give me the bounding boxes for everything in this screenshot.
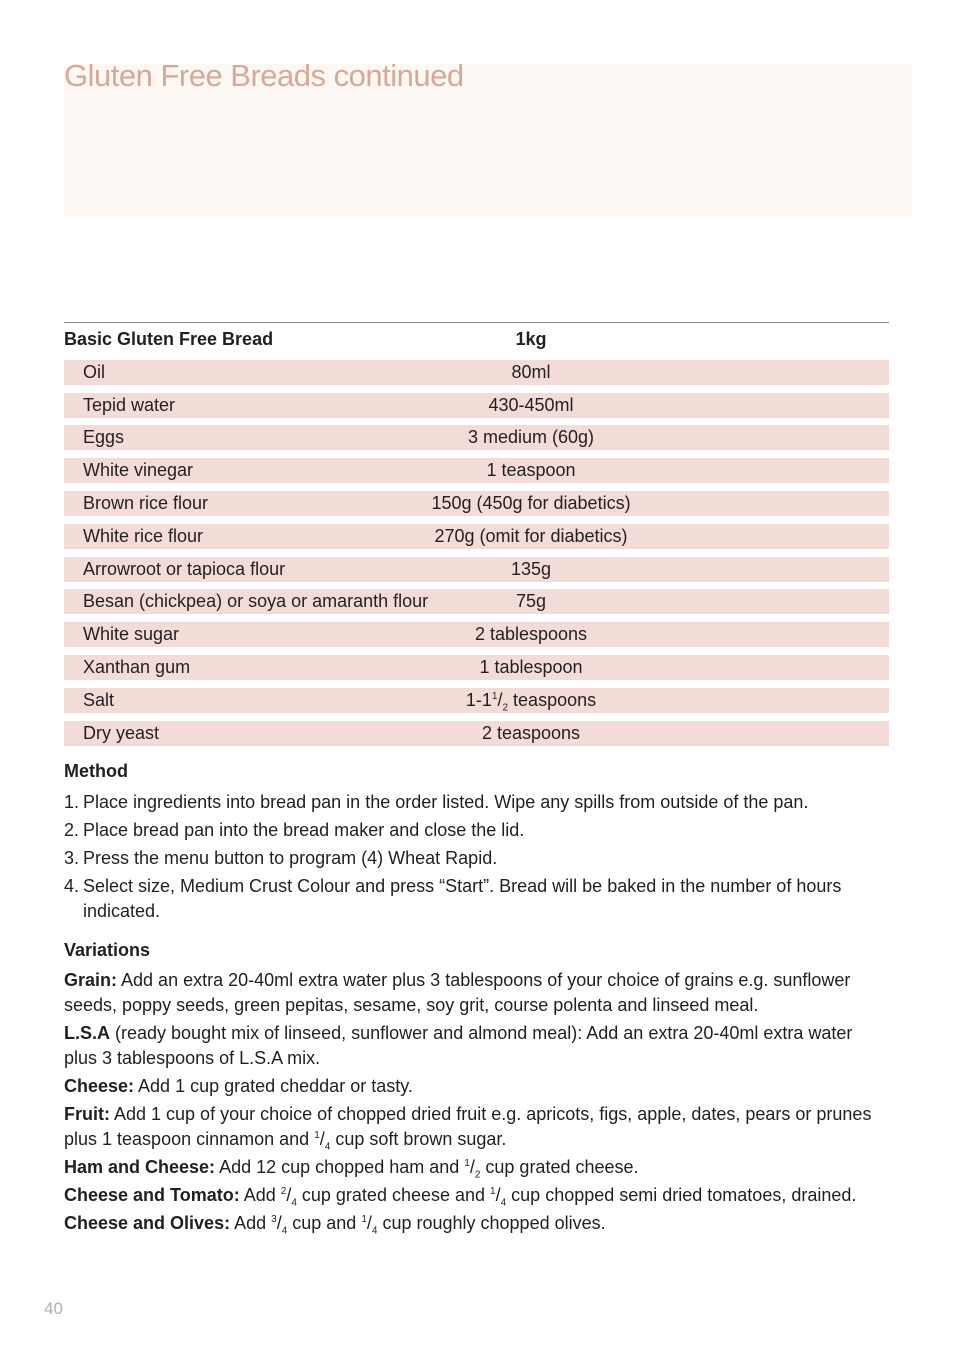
table-row bbox=[64, 425, 889, 450]
size-heading: 1kg bbox=[515, 329, 547, 349]
variation-ham-cheese: Ham and Cheese: Add 12 cup chopped ham and $^1/_2$ cup grated cheese. bbox=[64, 1157, 639, 1181]
method-step bbox=[64, 874, 884, 924]
method-step bbox=[64, 818, 884, 843]
ingredient-amount: 150g (450g for diabetics) bbox=[431, 492, 631, 513]
amount-whole: 1-1 bbox=[465, 689, 492, 710]
variation-cheese bbox=[64, 1074, 884, 1099]
method-steps bbox=[64, 790, 884, 927]
variation-label: Cheese and Tomato: bbox=[64, 1185, 240, 1205]
step-number: 4. bbox=[64, 876, 80, 896]
step-text: Place ingredients into bread pan in the order listed. Wipe any spills from outside of the pan. bbox=[83, 792, 809, 812]
step-number: 2. bbox=[64, 820, 80, 840]
ingredient-amount: 135g bbox=[510, 558, 552, 579]
variation-text: cup chopped semi dried tomatoes, drained. bbox=[506, 1185, 857, 1205]
variation-text: Add bbox=[230, 1213, 272, 1233]
fraction-denominator: 2 bbox=[502, 702, 509, 714]
table-row bbox=[64, 360, 889, 385]
table-row bbox=[64, 589, 889, 614]
variation-cheese-tomato: Cheese and Tomato: Add $^2/_4$ cup grated cheese and $^1/_4$ cup chopped semi dried tomatoes, drained. bbox=[64, 1185, 857, 1209]
variation-text: cup soft brown sugar. bbox=[330, 1129, 507, 1149]
fraction-denominator: 4 bbox=[291, 1197, 297, 1209]
table-header-row bbox=[64, 327, 889, 352]
table-row bbox=[64, 491, 889, 516]
ingredient-amount: 80ml bbox=[511, 361, 551, 382]
table-row bbox=[64, 393, 889, 418]
table-row bbox=[64, 557, 889, 582]
ingredient-name: White vinegar bbox=[83, 460, 194, 481]
ingredient-amount: 430-450ml bbox=[488, 394, 574, 415]
variation-text: cup and bbox=[287, 1213, 362, 1233]
ingredient-name: Dry yeast bbox=[83, 722, 160, 743]
variation-label: Ham and Cheese: bbox=[64, 1157, 216, 1177]
variation-label: Grain: bbox=[64, 970, 118, 990]
fraction-denominator: 4 bbox=[324, 1141, 331, 1153]
variation-text: Add 12 cup chopped ham and bbox=[215, 1157, 465, 1177]
step-number: 3. bbox=[64, 848, 80, 868]
amount-unit: teaspoons bbox=[508, 689, 597, 710]
ingredients-table bbox=[64, 322, 889, 753]
fraction-numerator: 1 bbox=[361, 1214, 367, 1225]
variations-heading: Variations bbox=[64, 940, 151, 960]
fraction-numerator: 1 bbox=[491, 690, 498, 702]
table-heading: Basic Gluten Free Bread bbox=[64, 329, 274, 349]
step-text: Place bread pan into the bread maker and close the lid. bbox=[83, 820, 525, 840]
ingredient-name: Arrowroot or tapioca flour bbox=[83, 558, 286, 579]
variation-text: Add an extra 20-40ml extra water plus 3 tablespoons of your choice of grains e.g. sunflower seeds, poppy seeds, green pepitas, sesame, soy grit, course polenta and linseed meal. bbox=[64, 970, 851, 1015]
fraction-denominator: 4 bbox=[281, 1225, 288, 1237]
fraction-numerator: 1 bbox=[314, 1130, 320, 1141]
page-number: 40 bbox=[44, 1299, 63, 1318]
fraction-numerator: 1 bbox=[490, 1186, 496, 1197]
variation-text: Add bbox=[239, 1185, 281, 1205]
variation-text: cup roughly chopped olives. bbox=[377, 1213, 606, 1233]
ingredient-name: Besan (chickpea) or soya or amaranth flour bbox=[83, 591, 429, 612]
table-row bbox=[64, 721, 889, 746]
ingredient-amount: 75g bbox=[515, 591, 547, 612]
fraction-denominator: 2 bbox=[474, 1169, 481, 1181]
variation-text: (ready bought mix of linseed, sunflower and almond meal): Add an extra 20-40ml extra water plus 3 tablespoons of L.S.A mix. bbox=[64, 1023, 853, 1068]
ingredient-name: Brown rice flour bbox=[83, 492, 209, 513]
method-heading: Method bbox=[64, 761, 128, 781]
table-row bbox=[64, 622, 889, 647]
fraction-denominator: 4 bbox=[371, 1225, 378, 1237]
ingredient-name: Salt bbox=[83, 689, 115, 710]
variation-text: cup grated cheese. bbox=[480, 1157, 639, 1177]
method-step bbox=[64, 790, 884, 815]
ingredient-name: White sugar bbox=[83, 624, 180, 645]
ingredient-amount: 2 tablespoons bbox=[474, 624, 588, 645]
ingredient-amount: 2 teaspoons bbox=[481, 722, 581, 743]
step-text: Select size, Medium Crust Colour and press “Start”. Bread will be baked in the number of hours indicated. bbox=[83, 876, 842, 921]
ingredient-name: Oil bbox=[83, 361, 105, 382]
variation-label: Cheese and Olives: bbox=[64, 1213, 231, 1233]
ingredient-name: White rice flour bbox=[83, 525, 204, 546]
variation-label: Cheese: bbox=[64, 1076, 135, 1096]
step-text: Press the menu button to program (4) Wheat Rapid. bbox=[83, 848, 498, 868]
fraction-numerator: 1 bbox=[464, 1158, 470, 1169]
variation-label: L.S.A bbox=[64, 1023, 111, 1043]
table-row bbox=[64, 688, 889, 713]
table-row bbox=[64, 524, 889, 549]
ingredient-amount: 3 medium (60g) bbox=[467, 427, 595, 448]
step-number: 1. bbox=[64, 792, 80, 812]
ingredient-amount: 1 teaspoon bbox=[486, 460, 576, 481]
page-title: Gluten Free Breads continued bbox=[64, 58, 464, 93]
variation-lsa bbox=[64, 1021, 884, 1071]
ingredient-name: Tepid water bbox=[83, 394, 176, 415]
variation-grain bbox=[64, 968, 884, 1018]
variation-text: Add 1 cup of your choice of chopped dried fruit e.g. apricots, figs, apple, dates, pears or prunes plus 1 teaspoon cinnamon and bbox=[64, 1104, 872, 1149]
fraction-numerator: 2 bbox=[280, 1186, 287, 1197]
table-row bbox=[64, 655, 889, 680]
ingredient-name: Eggs bbox=[83, 427, 125, 448]
ingredient-name: Xanthan gum bbox=[83, 656, 191, 677]
variation-fruit: Fruit: Add 1 cup of your choice of chopped dried fruit e.g. apricots, figs, apple, dates, pears or prunes plus 1 teaspoon cinnamon and $^1/_4$ cup soft brown sugar. bbox=[64, 1104, 872, 1153]
fraction-denominator: 4 bbox=[500, 1197, 507, 1209]
table-row bbox=[64, 458, 889, 483]
variations-list bbox=[64, 968, 884, 1239]
method-step bbox=[64, 846, 884, 871]
ingredient-amount: 270g (omit for diabetics) bbox=[434, 525, 628, 546]
variation-text: cup grated cheese and bbox=[296, 1185, 491, 1205]
fraction-numerator: 3 bbox=[271, 1214, 277, 1225]
variation-text: Add 1 cup grated cheddar or tasty. bbox=[134, 1076, 413, 1096]
variation-cheese-olives: Cheese and Olives: Add $^3/_4$ cup and $^1/_4$ cup roughly chopped olives. bbox=[64, 1213, 606, 1237]
variation-label: Fruit: bbox=[64, 1104, 110, 1124]
ingredient-amount: $1-1^1/_2$ teaspoons bbox=[465, 689, 597, 714]
ingredient-amount: 1 tablespoon bbox=[479, 656, 583, 677]
